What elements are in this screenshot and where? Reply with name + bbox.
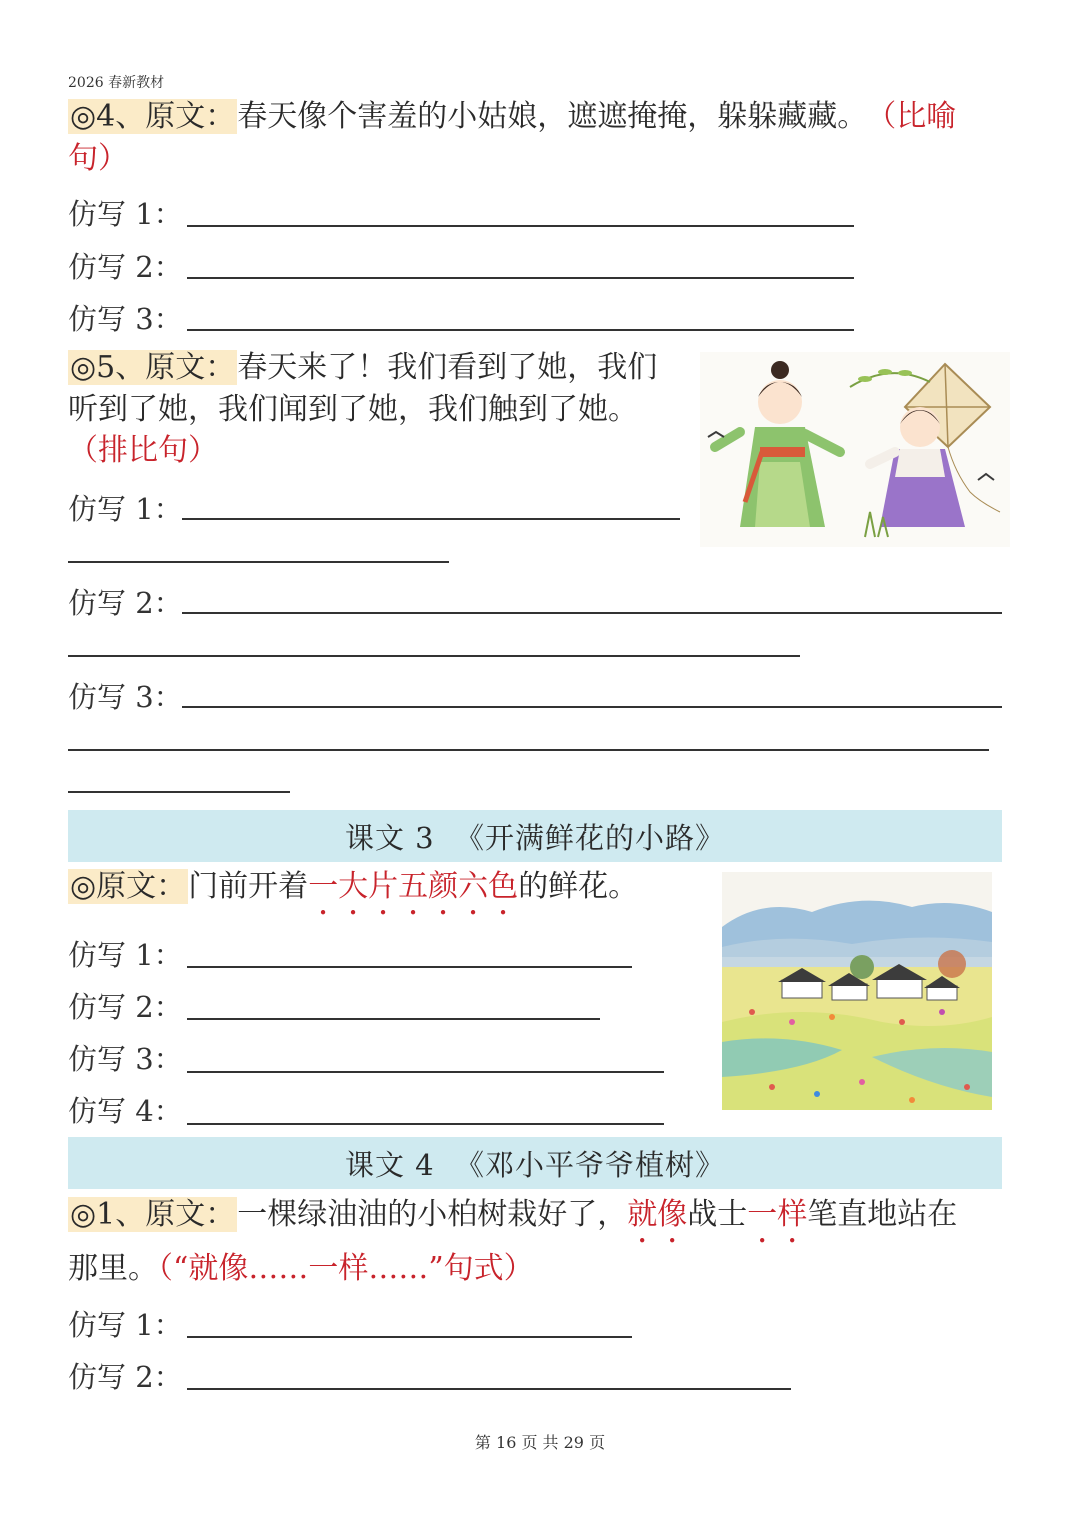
lesson4-prefix: ◎1、原文： <box>70 1197 236 1232</box>
lesson4-tag: （“就像……一样……”句式） <box>158 1251 534 1286</box>
lesson3-prefix: ◎原文： <box>70 869 187 904</box>
q5-answer-line-1a[interactable] <box>182 518 680 520</box>
lesson3-answer-line-3[interactable] <box>187 1071 664 1073</box>
lesson4-text-part3: 笔直地站在 <box>807 1197 958 1232</box>
q5-answer-line-3b[interactable] <box>68 749 989 751</box>
lesson4-banner <box>68 1137 1002 1189</box>
q4-text: 春天像个害羞的小姑娘，遮遮掩掩，躲躲藏藏。 <box>237 99 868 134</box>
q5-answer-line-2a[interactable] <box>182 612 1002 614</box>
q4-answer-line-2[interactable] <box>187 277 854 279</box>
lesson4-title: 课文 4 《邓小平爷爷植树》 <box>344 1147 726 1182</box>
two-children-kite-illustration <box>700 352 1010 547</box>
page-footer: 第 16 页 共 29 页 <box>474 1433 606 1452</box>
lesson3-answer-line-4[interactable] <box>187 1123 664 1125</box>
lesson3-text-before: 门前开着 <box>188 869 309 904</box>
lesson3-answer-line-2[interactable] <box>187 1018 600 1020</box>
lesson3-answer-line-1[interactable] <box>187 966 632 968</box>
lesson3-imitation-label-3: 仿写 3： <box>68 1042 183 1076</box>
lesson3-imitation-label-4: 仿写 4： <box>68 1094 183 1128</box>
q5-imitation-label-2: 仿写 2： <box>68 586 183 620</box>
lesson3-text-emphasis: 一大片五颜六色 <box>308 869 519 904</box>
q5-text-line1: 春天来了！我们看到了她，我们 <box>237 350 658 385</box>
lesson4-text-line2: 那里。 <box>68 1251 158 1286</box>
q4-tag-b: 句） <box>68 141 128 176</box>
lesson4-imitation-label-1: 仿写 1： <box>68 1308 183 1342</box>
q4-original-line1 <box>68 96 956 138</box>
header-note: 2026 春新教材 <box>68 75 165 91</box>
q5-answer-line-3a[interactable] <box>182 706 1002 708</box>
lesson3-text-after: 的鲜花。 <box>518 869 639 904</box>
q5-text-line2: 听到了她，我们闻到了她，我们触到了她。 <box>68 392 638 427</box>
lesson3-imitation-label-1: 仿写 1： <box>68 938 183 972</box>
q4-answer-line-3[interactable] <box>187 329 854 331</box>
lesson4-original-line1 <box>68 1194 957 1250</box>
q4-tag-a: （比喻 <box>881 99 957 134</box>
lesson3-title: 课文 3 《开满鲜花的小路》 <box>344 820 726 855</box>
lesson4-original-line2 <box>68 1248 534 1290</box>
q5-answer-line-2b[interactable] <box>68 655 800 657</box>
q5-prefix: ◎5、原文： <box>70 350 236 385</box>
flower-field-village-painting <box>722 872 992 1110</box>
q4-prefix: ◎4、原文： <box>70 99 236 134</box>
lesson4-text-emphasis-2: 一样 <box>747 1197 808 1232</box>
q5-imitation-label-1: 仿写 1： <box>68 492 183 526</box>
lesson4-text-part2: 战士 <box>687 1197 748 1232</box>
lesson4-text-emphasis-1: 就像 <box>627 1197 688 1232</box>
q5-original-line1 <box>68 347 657 389</box>
q5-answer-line-1b[interactable] <box>68 561 449 563</box>
lesson3-banner <box>68 810 1002 862</box>
q5-answer-line-3c[interactable] <box>68 791 290 793</box>
q4-imitation-label-3: 仿写 3： <box>68 302 183 336</box>
lesson4-imitation-label-2: 仿写 2： <box>68 1360 183 1394</box>
lesson3-imitation-label-2: 仿写 2： <box>68 990 183 1024</box>
q4-imitation-label-1: 仿写 1： <box>68 197 183 231</box>
lesson4-answer-line-2[interactable] <box>187 1388 791 1390</box>
lesson4-answer-line-1[interactable] <box>187 1336 632 1338</box>
lesson3-original <box>68 866 638 922</box>
q5-imitation-label-3: 仿写 3： <box>68 680 183 714</box>
q4-imitation-label-2: 仿写 2： <box>68 250 183 284</box>
q5-tag: （排比句） <box>68 433 218 468</box>
lesson4-text-part1: 一棵绿油油的小柏树栽好了， <box>237 1197 628 1232</box>
q4-answer-line-1[interactable] <box>187 225 854 227</box>
